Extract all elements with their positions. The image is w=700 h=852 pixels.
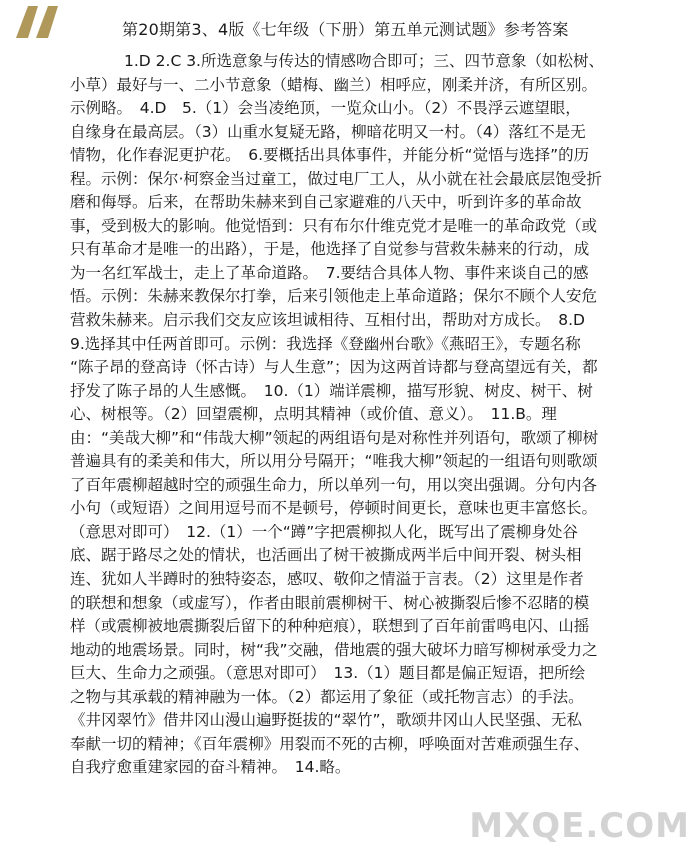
answer-line: 了百年震柳超越时空的顽强生命力，所以单列一句，用以突出强调。分句内各: [70, 475, 598, 494]
answer-line: 普遍具有的柔美和伟大，所以用分号隔开；“唯我大柳”领起的一组语句则歌颂: [70, 452, 598, 471]
answer-line: 底、踞于路尽之处的情状，也活画出了树干被撕成两半后中间开裂、树头相: [70, 546, 582, 565]
answer-line: 地动的地震场景。同时，树“我”交融，借地震的强大破坏力暗写柳树承受力之: [70, 640, 598, 659]
page-title: 第20期第3、4版《七年级（下册）第五单元测试题》参考答案: [122, 20, 569, 39]
answer-line: 磨和侮辱。后来，在帮助朱赫来到自己家避难的八天中，听到许多的革命故: [70, 193, 582, 212]
answer-line: 9.选择其中任两首即可。示例：我选择《登幽州台歌》《燕昭王》，专题名称: [70, 334, 581, 353]
answer-line: 奉献一切的精神；《百年震柳》用裂而不死的古柳，呼唤面对苦难顽强生存、: [70, 734, 590, 753]
answer-line: 1.D 2.C 3.所选意象与传达的情感吻合即可；三、四节意象（如松树、: [124, 52, 604, 70]
answer-line: 为一名红军战士，走上了革命道路。 7.要结合具体人物、事件来谈自己的感: [70, 263, 589, 282]
answer-line: 程。示例：保尔·柯察金当过童工，做过电厂工人，从小就在社会最底层饱受折: [70, 169, 602, 188]
answer-line: （意思对即可） 12.（1）一个“蹲”字把震柳拟人化，既写出了震柳身处谷: [70, 522, 578, 541]
answer-line: 情物，化作春泥更护花。 6.要概括出具体事件，并能分析“觉悟与选择”的历: [70, 146, 590, 165]
answer-line: 之物与其承载的精神融为一体。（2）都运用了象征（或托物言志）的手法。: [70, 687, 584, 706]
answer-line: 《井冈翠竹》借井冈山漫山遍野挺拔的“翠竹”，歌颂井冈山人民坚强、无私: [70, 711, 583, 730]
answer-line: 小草）最好与一、二小节意象（蜡梅、幽兰）相呼应，刚柔并济，有所区别。: [70, 75, 598, 94]
answer-line: 示例略。 4.D 5.（1）会当凌绝顶，一览众山小。（2）不畏浮云遮望眼，: [70, 99, 581, 118]
answer-line: 由：“美哉大柳”和“伟哉大柳”领起的两组语句是对称性并列语句，歌颂了柳树: [70, 428, 599, 447]
answer-line: 自我疗愈重建家园的奋斗精神。 14.略。: [70, 758, 351, 777]
watermark-logo: MXQE.COM: [469, 806, 690, 846]
answer-line: 心、树根等。（2）回望震柳，点明其精神（或价值、意义）。 11.B。理: [70, 405, 557, 424]
answer-line: 连、犹如人半蹲时的独特姿态，感叹、敬仰之情溢于言表。（2）这里是作者: [70, 570, 584, 589]
answer-line: 只有革命才是唯一的出路），于是，他选择了自觉参与营救朱赫来的行动，成: [70, 240, 590, 259]
answer-line: 悟。示例：朱赫来教保尔打拳，后来引领他走上革命道路；保尔不顾个人安危: [70, 287, 598, 306]
answer-line: 营救朱赫来。启示我们交友应该坦诚相待、互相付出，帮助对方成长。 8.D: [70, 311, 585, 330]
answer-line: 巨大、生命力之顽强。（意思对即可） 13.（1）题目都是偏正短语，把所绘: [70, 664, 586, 683]
answer-line: 样（或震柳被地震撕裂后留下的种种疤痕），联想到了百年前雷鸣电闪、山摇: [70, 617, 590, 636]
answer-line: 自缘身在最高层。（3）山重水复疑无路，柳暗花明又一村。（4）落红不是无: [70, 122, 586, 141]
answer-line: “陈子昂的登高诗（怀古诗）与人生意”；因为这两首诗都与登高望远有关，都: [70, 358, 598, 377]
answer-line: 事，受到极大的影响。他觉悟到：只有布尔什维克党才是唯一的革命政党（或: [70, 216, 598, 235]
answer-line: 抒发了陈子昂的人生感慨。 10.（1）端详震柳，描写形貌、树皮、树干、树: [70, 381, 593, 400]
answer-body: [70, 50, 690, 780]
answer-line: 小句（或短语）之间用逗号而不是顿号，停顿时间更长，意味也更丰富悠长。: [70, 499, 598, 518]
answer-line: 的联想和想象（或虚写），作者由眼前震柳树干、树心被撕裂后惨不忍睹的模: [70, 593, 590, 612]
quote-mark-icon: [10, 4, 60, 40]
